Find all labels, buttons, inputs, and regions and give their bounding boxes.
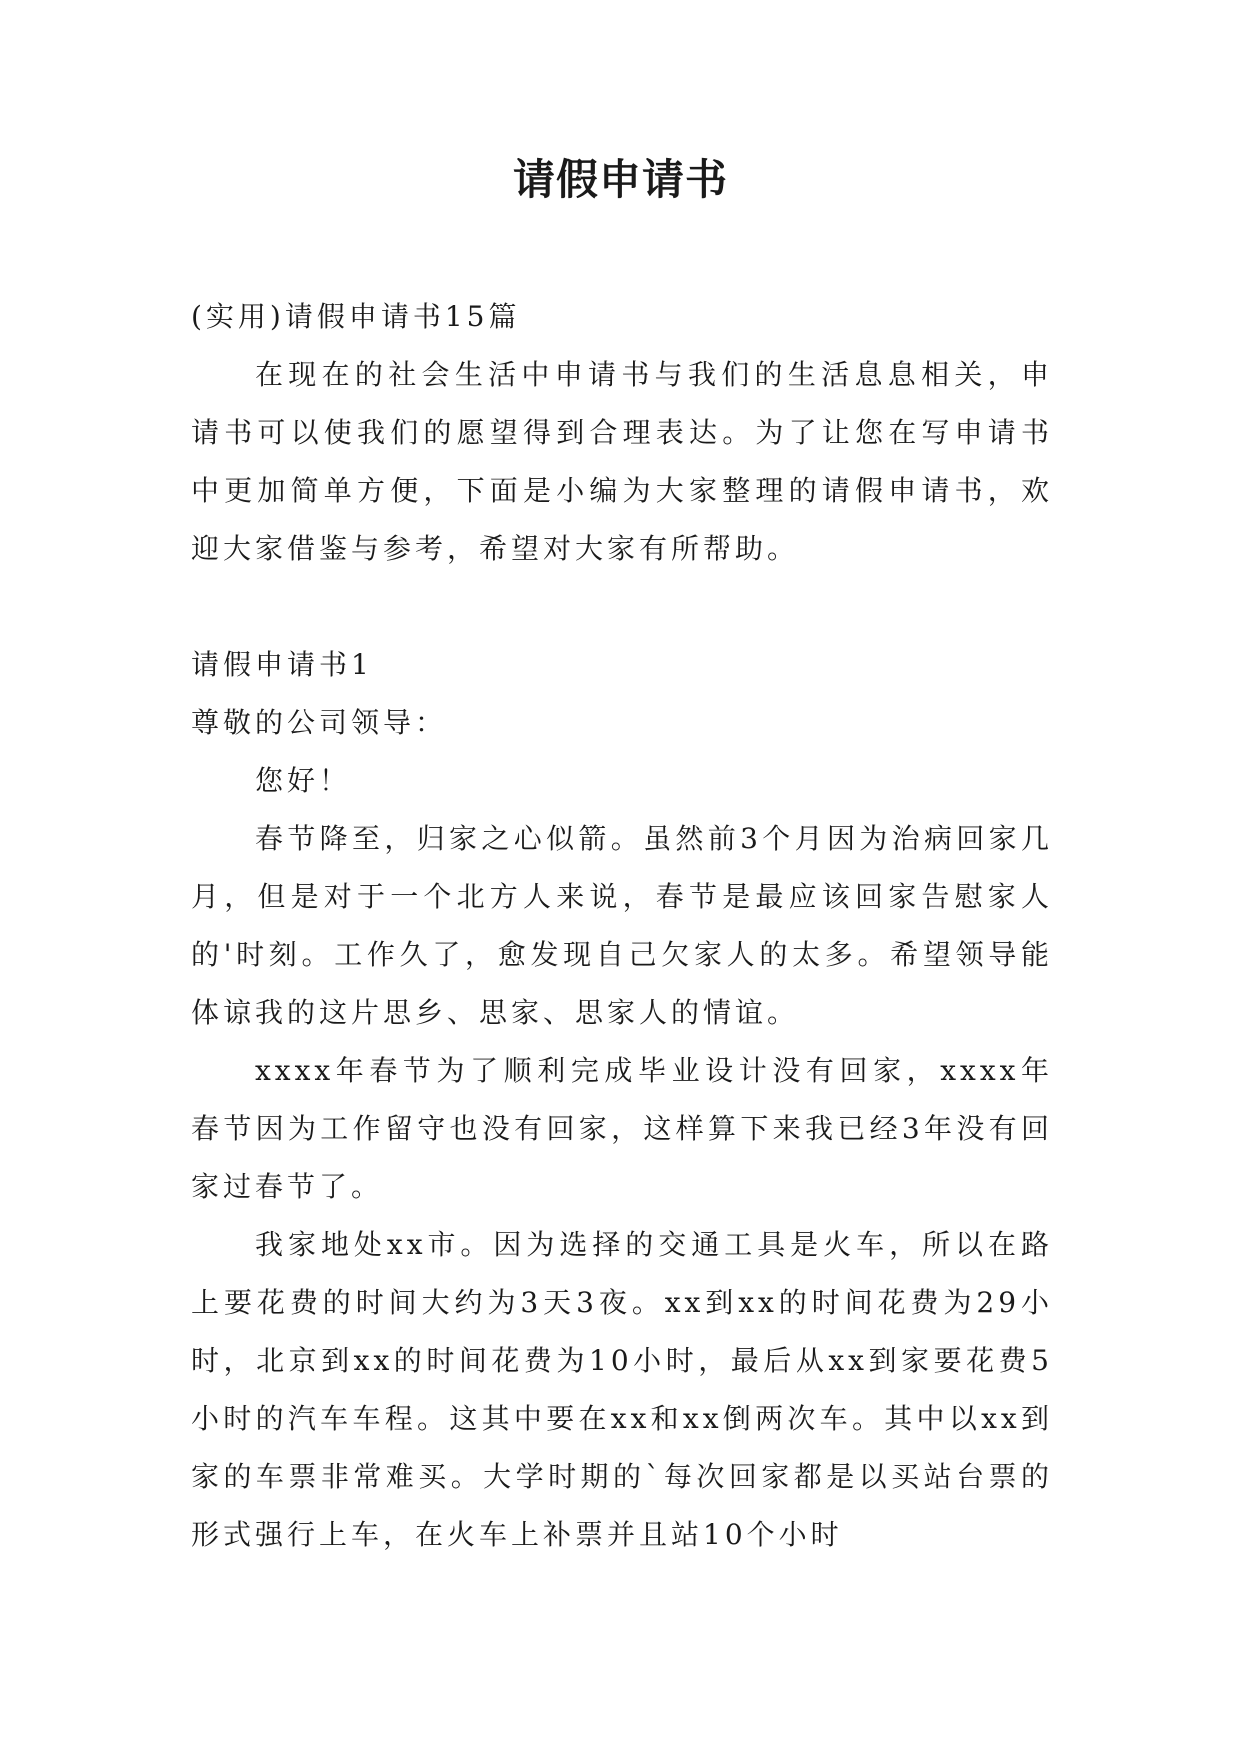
salutation: 尊敬的公司领导： [191, 706, 448, 739]
document-subtitle: (实用)请假申请书15篇 [191, 300, 521, 333]
body-paragraph: 春节降至，归家之心似箭。虽然前3个月因为治病回家几月，但是对于一个北方人来说，春节是最应该回家告慰家人的'时刻。工作久了，愈发现自己欠家人的太多。希望领导能体谅我的这片思乡、思家、思家人的情谊。 [191, 822, 1053, 1029]
document-title: 请假申请书 [512, 155, 728, 204]
intro-paragraph: 在现在的社会生活中申请书与我们的生活息息相关，申请书可以使我们的愿望得到合理表达。为了让您在写申请书中更加简单方便，下面是小编为大家整理的请假申请书，欢迎大家借鉴与参考，希望对大家有所帮助。 [191, 358, 1053, 565]
greeting: 您好！ [255, 764, 352, 797]
section-heading: 请假申请书1 [191, 648, 373, 681]
section-spacer [191, 578, 1053, 636]
document-body [191, 288, 1053, 1564]
body-paragraph: xxxx年春节为了顺利完成毕业设计没有回家，xxxx年春节因为工作留守也没有回家，这样算下来我已经3年没有回家过春节了。 [191, 1054, 1053, 1203]
body-paragraph: 我家地处xx市。因为选择的交通工具是火车，所以在路上要花费的时间大约为3天3夜。xx到xx的时间花费为29小时，北京到xx的时间花费为10小时，最后从xx到家要花费5小时的汽车车程。这其中要在xx和xx倒两次车。其中以xx到家的车票非常难买。大学时期的`每次回家都是以买站台票的形式强行上车，在火车上补票并且站10个小时 [191, 1228, 1053, 1551]
